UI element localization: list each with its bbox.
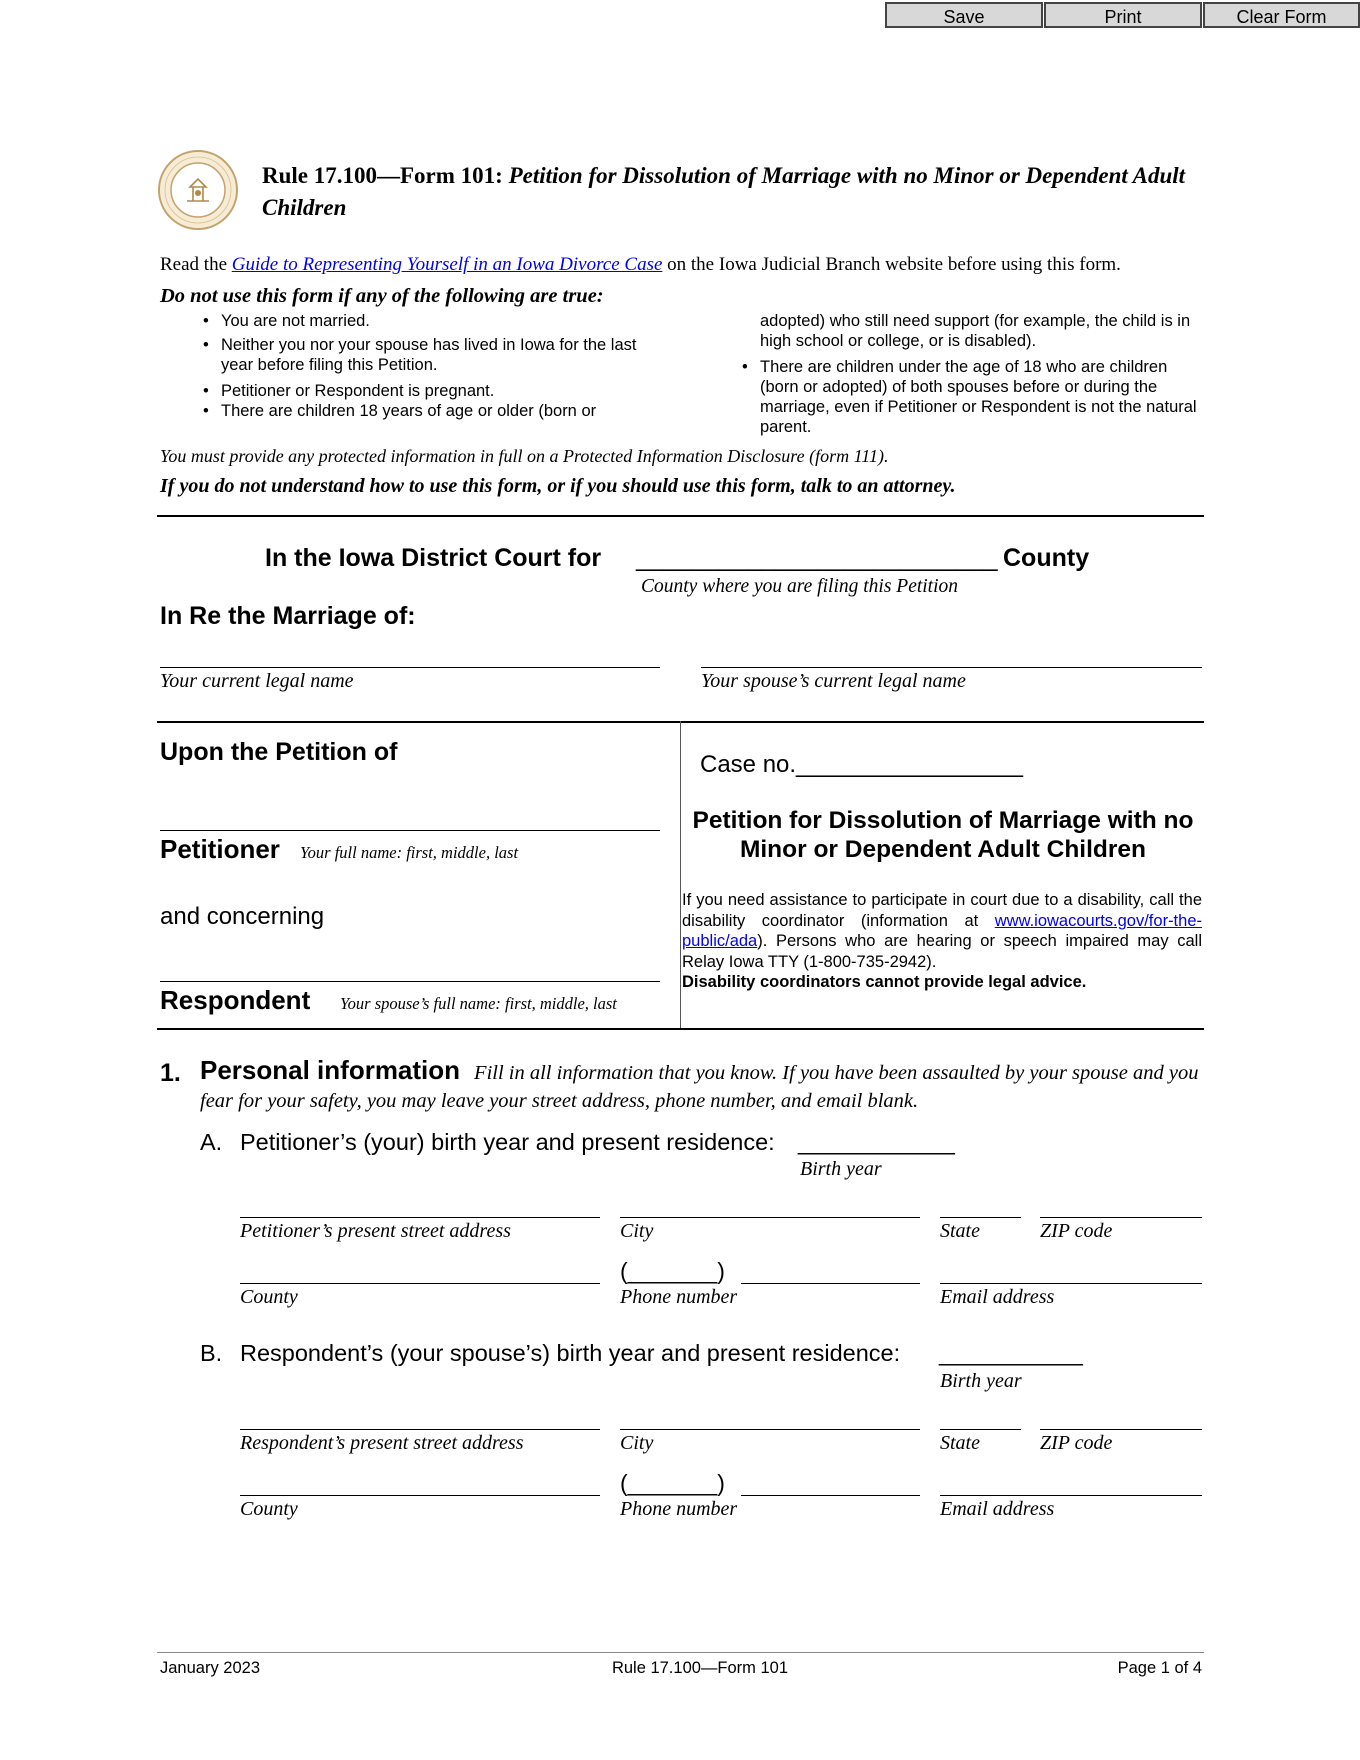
respondent-address-field[interactable] <box>240 1429 600 1430</box>
list-item: • Petitioner or Respondent is pregnant. <box>195 381 665 401</box>
zip-label: ZIP code <box>1040 1220 1113 1242</box>
concerning-label: and concerning <box>160 903 325 930</box>
form-title-text: Petition for Dissolution of Marriage with no Minor or Dependent Adult Children <box>262 163 1186 220</box>
county-label: County <box>240 1286 298 1308</box>
respondent-zip-field[interactable] <box>1040 1429 1202 1430</box>
list-item-continued: adopted) who still need support (for example, the child is in high school or college, or is disabled). <box>760 312 1191 350</box>
bullet-list-left <box>195 311 665 425</box>
petitioner-name-field[interactable] <box>160 830 660 831</box>
city-label: City <box>620 1432 654 1454</box>
guide-link[interactable]: Guide to Representing Yourself in an Iowa Divorce Case <box>231 254 663 275</box>
form-title <box>262 160 1202 224</box>
ada-notice: If you need assistance to participate in court due to a disability, call the disability coordinator (information at www.iowacourts.gov/for-the-public/ada). Persons who are hearing or speech impaired may call Relay Iowa TTY (1-800-735-2942). Disability coordinators cannot provide legal advice. <box>682 891 1202 991</box>
your-name-field[interactable] <box>160 667 660 668</box>
county-label: County <box>240 1498 298 1520</box>
petitioner-area-code-field[interactable]: (_______) <box>620 1258 725 1284</box>
list-item: • There are children under the age of 18 who are children (born or adopted) of both spouses before or during the marriage, even if Petitioner or Respondent is not the natural parent. <box>734 357 1204 437</box>
item-a-letter: A. <box>200 1129 223 1155</box>
petitioner-email-field[interactable] <box>940 1283 1202 1284</box>
state-label: State <box>940 1220 980 1242</box>
list-item: • There are children 18 years of age or older (born or <box>195 401 665 421</box>
document-title: Petition for Dissolution of Marriage with no Minor or Dependent Adult Children <box>692 807 1194 863</box>
item-b-text: Respondent’s (your spouse’s) birth year and present residence: <box>240 1340 901 1366</box>
list-item: • Neither you nor your spouse has lived in Iowa for the last year before filing this Petition. <box>195 335 665 375</box>
petitioner-county-field[interactable] <box>240 1283 600 1284</box>
respondent-state-field[interactable] <box>940 1429 1021 1430</box>
respondent-city-field[interactable] <box>620 1429 920 1430</box>
rule-label: Rule 17.100—Form 101: <box>262 163 503 188</box>
petitioner-label: Petitioner <box>160 834 280 864</box>
footer-date: January 2023 <box>160 1659 260 1677</box>
phone-label: Phone number <box>620 1286 738 1308</box>
divider <box>157 515 1204 517</box>
section-1-heading: Personal information Fill in all information that you know. If you have been assaulted by your spouse and you fear for your safety, you may leave your street address, phone number, and email blank. <box>200 1055 1199 1112</box>
protected-info-note: You must provide any protected information in full on a Protected Information Disclosure (form 111). <box>160 446 889 466</box>
petitioner-phone-field[interactable] <box>741 1283 920 1284</box>
petitioner-hint: Your full name: first, middle, last <box>300 843 519 862</box>
read-guide-line: Read the Guide to Representing Yourself in an Iowa Divorce Case on the Iowa Judicial Branch website before using this form. <box>160 254 1121 275</box>
respondent-phone-field[interactable] <box>741 1495 920 1496</box>
county-blank[interactable]: __________________________ <box>636 544 998 572</box>
phone-label: Phone number <box>620 1498 738 1520</box>
upon-petition-label: Upon the Petition of <box>160 738 398 766</box>
respondent-hint: Your spouse’s full name: first, middle, last <box>340 994 617 1013</box>
petitioner-address-field[interactable] <box>240 1217 600 1218</box>
footer-rule: Rule 17.100—Form 101 <box>611 1659 789 1677</box>
court-label: In the Iowa District Court for <box>265 544 602 572</box>
respondent-label: Respondent <box>160 985 311 1015</box>
ada-bold-note: Disability coordinators cannot provide legal advice. <box>682 973 1087 991</box>
respondent-name-field[interactable] <box>160 981 660 982</box>
petitioner-birth-year-field[interactable]: ____________ <box>798 1129 955 1155</box>
respondent-area-code-field[interactable]: (_______) <box>620 1470 725 1496</box>
your-name-label: Your current legal name <box>160 670 354 692</box>
caption-divider <box>680 721 681 1028</box>
spouse-name-field[interactable] <box>701 667 1202 668</box>
case-number-field[interactable]: Case no._________________ <box>700 751 1023 778</box>
ada-link[interactable]: www.iowacourts.gov/for-the-public/ada <box>682 911 1202 950</box>
footer-divider <box>157 1652 1204 1653</box>
in-re-label: In Re the Marriage of: <box>160 602 416 630</box>
attorney-note: If you do not understand how to use this form, or if you should use this form, talk to an attorney. <box>160 475 956 497</box>
state-label: State <box>940 1432 980 1454</box>
spouse-name-label: Your spouse’s current legal name <box>701 670 966 692</box>
email-label: Email address <box>940 1498 1055 1520</box>
petitioner-state-field[interactable] <box>940 1217 1021 1218</box>
address-label: Petitioner’s present street address <box>240 1220 511 1242</box>
respondent-email-field[interactable] <box>940 1495 1202 1496</box>
birth-year-label: Birth year <box>800 1158 882 1180</box>
respondent-birth-year-field[interactable]: ___________ <box>939 1340 1083 1366</box>
city-label: City <box>620 1220 654 1242</box>
iowa-judicial-branch-seal <box>157 149 239 231</box>
address-label: Respondent’s present street address <box>240 1432 524 1454</box>
county-hint: County where you are filing this Petition <box>641 576 959 597</box>
item-b-letter: B. <box>200 1340 223 1366</box>
clear-form-button[interactable]: Clear Form <box>1203 2 1360 28</box>
zip-label: ZIP code <box>1040 1432 1113 1454</box>
petitioner-zip-field[interactable] <box>1040 1217 1202 1218</box>
do-not-use-heading: Do not use this form if any of the following are true: <box>160 285 604 307</box>
respondent-county-field[interactable] <box>240 1495 600 1496</box>
bullet-list-right <box>734 311 1204 441</box>
footer-page: Page 1 of 4 <box>1117 1659 1202 1677</box>
petitioner-city-field[interactable] <box>620 1217 920 1218</box>
email-label: Email address <box>940 1286 1055 1308</box>
caption-bottom-border <box>157 1028 1204 1030</box>
save-button[interactable]: Save <box>885 2 1043 28</box>
county-label: County <box>1003 544 1090 572</box>
list-item: • You are not married. <box>195 311 665 331</box>
section-number: 1. <box>160 1059 181 1087</box>
print-button[interactable]: Print <box>1044 2 1202 28</box>
birth-year-label: Birth year <box>940 1370 1022 1392</box>
item-a-text: Petitioner’s (your) birth year and present residence: <box>240 1129 775 1155</box>
